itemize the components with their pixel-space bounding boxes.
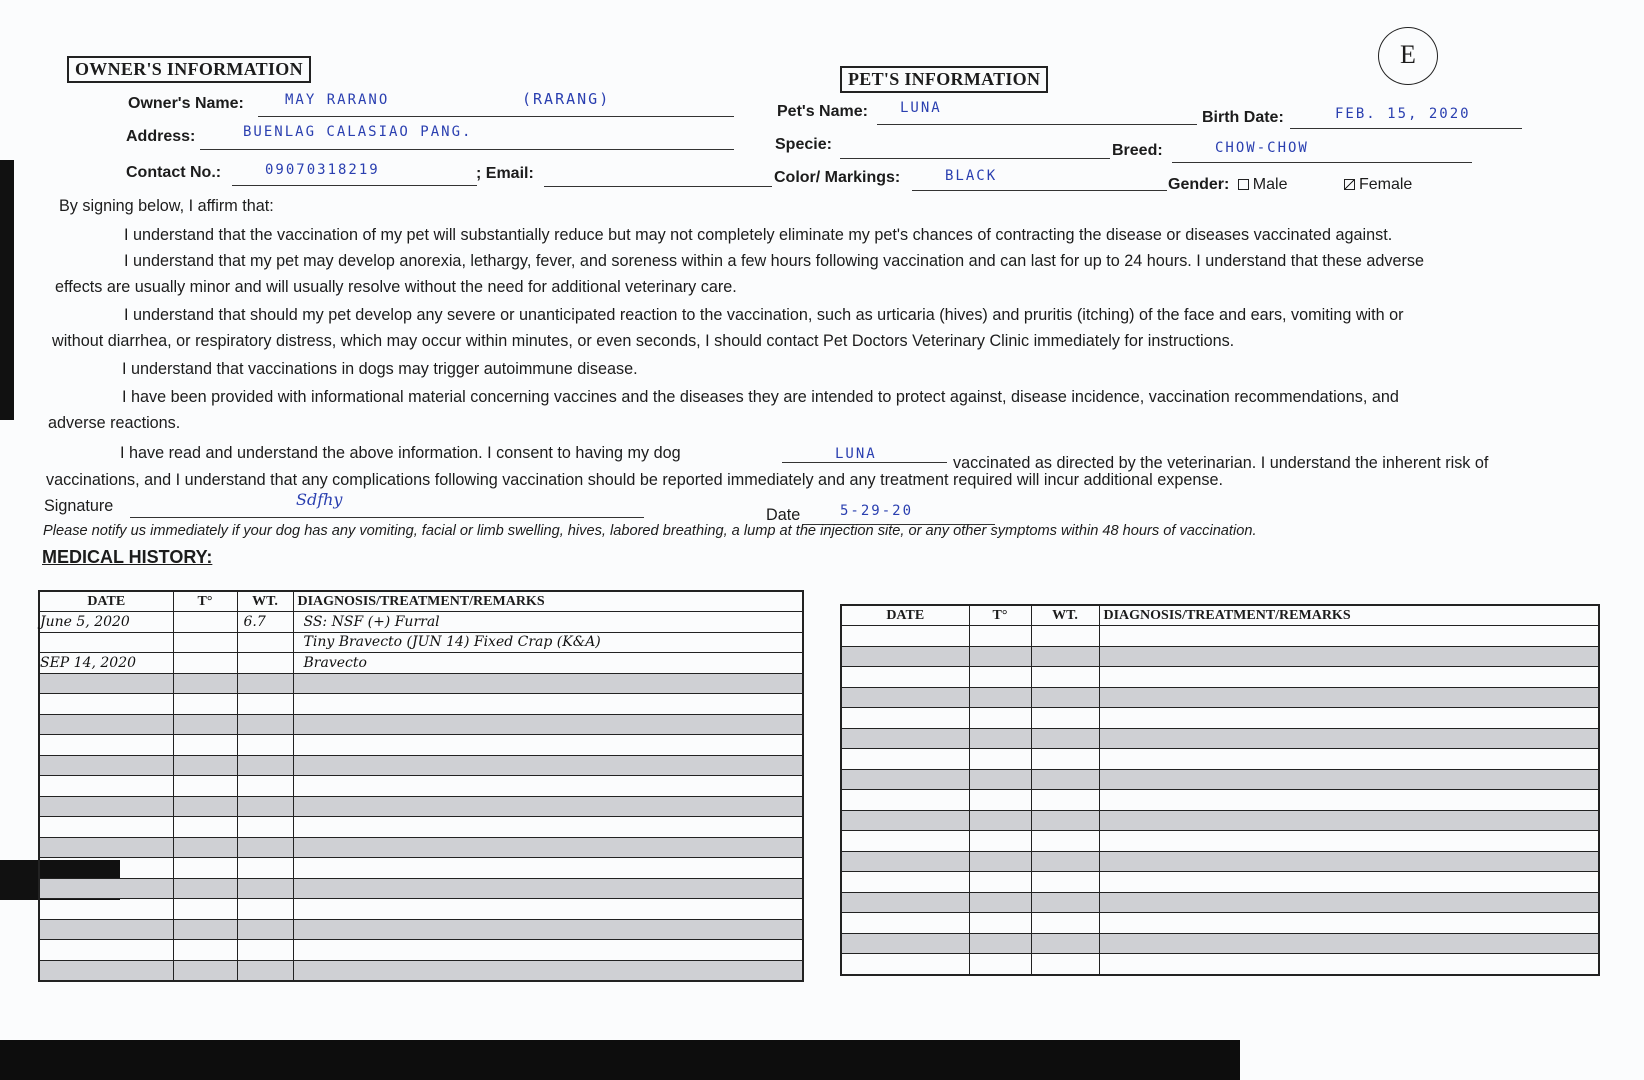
- cell-date[interactable]: [841, 626, 969, 647]
- owner-name-label: Owner's Name:: [128, 95, 244, 112]
- cell-date[interactable]: [841, 728, 969, 749]
- table-row: [39, 632, 803, 653]
- entry-remarks: SS: NSF (+) Furral: [303, 613, 440, 630]
- cell-remarks[interactable]: [1099, 646, 1599, 667]
- dog-name-line: [782, 462, 947, 463]
- paragraph-3b: without diarrhea, or respiratory distress, which may occur within minutes, or even seconds, I should contact Pet Doctors Veterinary Clinic immediately for instructions.: [52, 332, 1235, 350]
- header-date: DATE: [39, 591, 173, 612]
- cell-remarks[interactable]: [1099, 831, 1599, 852]
- header-wt: WT.: [237, 591, 293, 612]
- table-row: [841, 892, 1599, 913]
- female-label: Female: [1358, 176, 1413, 193]
- cell-temp[interactable]: [969, 687, 1031, 708]
- paragraph-6b: vaccinations, and I understand that any complications following vaccination should be reported immediately and any treatment required will incur additional expense.: [46, 471, 1223, 489]
- table-row: [841, 913, 1599, 934]
- birth-date-value: FEB. 15, 2020: [1335, 106, 1471, 122]
- paragraph-6a-pre: I have read and understand the above information. I consent to having my dog: [120, 444, 681, 462]
- scan-bottom-shadow: [0, 1040, 1240, 1080]
- cell-temp[interactable]: [969, 646, 1031, 667]
- cell-temp[interactable]: [173, 776, 237, 797]
- table-row: [841, 933, 1599, 954]
- address-value: BUENLAG CALASIAO PANG.: [243, 124, 473, 140]
- cell-wt[interactable]: [1031, 708, 1099, 729]
- cell-date[interactable]: [841, 646, 969, 667]
- cell-wt[interactable]: [237, 919, 293, 940]
- table-row: [841, 831, 1599, 852]
- table-row: [841, 954, 1599, 975]
- cell-remarks[interactable]: [1099, 913, 1599, 934]
- cell-temp[interactable]: [173, 714, 237, 735]
- cell-temp[interactable]: [173, 735, 237, 756]
- cell-date[interactable]: [841, 749, 969, 770]
- cell-date[interactable]: [841, 851, 969, 872]
- cell-wt[interactable]: [237, 755, 293, 776]
- medical-table-right: [840, 604, 1600, 976]
- cell-temp[interactable]: [969, 790, 1031, 811]
- entry-remarks: Bravecto: [303, 654, 367, 671]
- cell-date[interactable]: [39, 817, 173, 838]
- cell-wt[interactable]: [237, 858, 293, 879]
- cell-temp[interactable]: [969, 708, 1031, 729]
- signature-date-value: 5-29-20: [840, 503, 914, 519]
- cell-temp[interactable]: [173, 673, 237, 694]
- cell-wt[interactable]: [1031, 810, 1099, 831]
- scan-edge-shadow: [0, 160, 14, 420]
- table-row: [39, 673, 803, 694]
- table-row: [841, 769, 1599, 790]
- cell-wt[interactable]: [237, 817, 293, 838]
- cell-remarks[interactable]: [293, 776, 803, 797]
- gender-male-option[interactable]: [1238, 176, 1288, 193]
- paragraph-5b: adverse reactions.: [48, 414, 181, 432]
- table-row: [841, 626, 1599, 647]
- breed-line: [1172, 162, 1472, 163]
- cell-wt[interactable]: [237, 694, 293, 715]
- table-row: [841, 790, 1599, 811]
- cell-wt[interactable]: [1031, 954, 1099, 975]
- table-row: [39, 899, 803, 920]
- paragraph-5a: I have been provided with informational material concerning vaccines and the diseases they are intended to protect against, disease incidence, vaccination recommendations, and: [122, 388, 1399, 406]
- breed-label: Breed:: [1112, 142, 1163, 159]
- cell-wt[interactable]: [1031, 626, 1099, 647]
- signature-label: Signature: [44, 497, 114, 515]
- cell-date[interactable]: [841, 892, 969, 913]
- cell-remarks[interactable]: [293, 714, 803, 735]
- email-line: [544, 186, 772, 187]
- cell-wt[interactable]: [1031, 872, 1099, 893]
- color-value: BLACK: [945, 168, 998, 184]
- cell-wt[interactable]: [1031, 892, 1099, 913]
- cell-remarks[interactable]: [1099, 769, 1599, 790]
- cell-remarks[interactable]: [293, 755, 803, 776]
- cell-remarks[interactable]: [293, 878, 803, 899]
- cell-remarks[interactable]: [1099, 810, 1599, 831]
- cell-date[interactable]: [39, 632, 173, 653]
- table-row: [841, 708, 1599, 729]
- cell-remarks[interactable]: [1099, 749, 1599, 770]
- cell-temp[interactable]: [173, 653, 237, 674]
- owner-section-title: OWNER'S INFORMATION: [67, 56, 311, 83]
- contact-label: Contact No.:: [126, 164, 222, 181]
- specie-label: Specie:: [775, 136, 832, 153]
- cell-wt[interactable]: [1031, 851, 1099, 872]
- table-row: [39, 714, 803, 735]
- dog-name-value: LUNA: [835, 446, 877, 462]
- header-temp: T°: [173, 591, 237, 612]
- cell-date[interactable]: [39, 755, 173, 776]
- cell-date[interactable]: [39, 776, 173, 797]
- cell-remarks[interactable]: [293, 960, 803, 981]
- cell-date[interactable]: [841, 810, 969, 831]
- cell-wt[interactable]: [237, 940, 293, 961]
- corner-mark: E: [1378, 27, 1438, 85]
- table-row: [841, 687, 1599, 708]
- cell-temp[interactable]: [173, 796, 237, 817]
- cell-wt[interactable]: [237, 653, 293, 674]
- cell-wt[interactable]: [1031, 749, 1099, 770]
- entry-date: SEP 14, 2020: [40, 654, 137, 671]
- cell-temp[interactable]: [969, 728, 1031, 749]
- cell-date[interactable]: [39, 940, 173, 961]
- cell-date[interactable]: [841, 687, 969, 708]
- cell-remarks[interactable]: [1099, 872, 1599, 893]
- color-line: [912, 190, 1167, 191]
- cell-wt[interactable]: [237, 899, 293, 920]
- cell-date[interactable]: [841, 790, 969, 811]
- notice-text: Please notify us immediately if your dog has any vomiting, facial or limb swelling, hives, labored breathing, a lump at the injection site, or any other symptoms within 48 hours of vaccination.: [43, 523, 1257, 539]
- cell-remarks[interactable]: [1099, 790, 1599, 811]
- cell-wt[interactable]: [237, 714, 293, 735]
- cell-temp[interactable]: [173, 817, 237, 838]
- entry-remarks: Tiny Bravecto (JUN 14) Fixed Crap (K&A): [303, 634, 601, 651]
- cell-temp[interactable]: [969, 851, 1031, 872]
- cell-wt[interactable]: [237, 960, 293, 981]
- cell-wt[interactable]: [237, 837, 293, 858]
- paragraph-6a-post: vaccinated as directed by the veterinarian. I understand the inherent risk of: [953, 454, 1489, 472]
- paragraph-2a: I understand that my pet may develop anorexia, lethargy, fever, and soreness within a few hours following vaccination and can last for up to 24 hours. I understand that these adverse: [124, 252, 1424, 270]
- owner-name-value: MAY RARANO: [285, 92, 390, 108]
- table-row: [841, 728, 1599, 749]
- cell-date[interactable]: [39, 694, 173, 715]
- cell-temp[interactable]: [969, 913, 1031, 934]
- cell-remarks[interactable]: [1099, 728, 1599, 749]
- cell-temp[interactable]: [173, 612, 237, 633]
- cell-remarks[interactable]: [293, 796, 803, 817]
- male-checkbox[interactable]: [1238, 179, 1249, 190]
- table-row: [841, 749, 1599, 770]
- cell-temp[interactable]: [173, 694, 237, 715]
- cell-remarks[interactable]: [293, 632, 803, 653]
- cell-remarks[interactable]: [293, 899, 803, 920]
- table-row: [39, 612, 803, 633]
- breed-value: CHOW-CHOW: [1215, 140, 1309, 156]
- table-row: [39, 755, 803, 776]
- cell-temp[interactable]: [969, 626, 1031, 647]
- cell-temp[interactable]: [969, 769, 1031, 790]
- table-row: [39, 919, 803, 940]
- cell-remarks[interactable]: [1099, 708, 1599, 729]
- cell-date[interactable]: [39, 653, 173, 674]
- affirm-intro: By signing below, I affirm that:: [59, 197, 274, 215]
- cell-date[interactable]: [39, 735, 173, 756]
- table-row: [39, 878, 803, 899]
- gender-label: [1168, 176, 1412, 194]
- cell-remarks[interactable]: [1099, 933, 1599, 954]
- medical-table-left: [38, 590, 804, 982]
- table-row: [39, 776, 803, 797]
- cell-remarks[interactable]: [1099, 954, 1599, 975]
- cell-temp[interactable]: [173, 960, 237, 981]
- cell-wt[interactable]: [1031, 687, 1099, 708]
- medical-history-title: MEDICAL HISTORY:: [42, 547, 213, 567]
- address-label: Address:: [126, 128, 196, 145]
- pet-name-value: LUNA: [900, 100, 942, 116]
- cell-wt[interactable]: [1031, 646, 1099, 667]
- cell-temp[interactable]: [969, 933, 1031, 954]
- cell-wt[interactable]: [237, 735, 293, 756]
- cell-date[interactable]: [841, 708, 969, 729]
- cell-date[interactable]: [39, 796, 173, 817]
- cell-temp[interactable]: [969, 872, 1031, 893]
- cell-wt[interactable]: [237, 878, 293, 899]
- cell-wt[interactable]: [1031, 667, 1099, 688]
- cell-remarks[interactable]: [293, 837, 803, 858]
- table-row: [841, 872, 1599, 893]
- paragraph-2b: effects are usually minor and will usually resolve without the need for additional veterinary care.: [55, 278, 737, 296]
- cell-remarks[interactable]: [293, 653, 803, 674]
- cell-remarks[interactable]: [1099, 851, 1599, 872]
- cell-date[interactable]: [841, 933, 969, 954]
- paragraph-4: I understand that vaccinations in dogs may trigger autoimmune disease.: [122, 360, 638, 378]
- cell-date[interactable]: [39, 899, 173, 920]
- signature-date-label: Date: [766, 506, 801, 524]
- cell-remarks[interactable]: [293, 735, 803, 756]
- entry-date: June 5, 2020: [40, 613, 130, 630]
- paragraph-3a: I understand that should my pet develop any severe or unanticipated reaction to the vaccination, such as urticaria (hives) and pruritis (itching) of the face and ears, vomiting with or: [124, 306, 1404, 324]
- address-line: [200, 149, 734, 150]
- cell-temp[interactable]: [969, 749, 1031, 770]
- cell-wt[interactable]: [1031, 790, 1099, 811]
- contact-value: 09070318219: [265, 162, 380, 178]
- gender-label-text: Gender:: [1168, 176, 1230, 193]
- table-row: [841, 646, 1599, 667]
- cell-date[interactable]: [39, 837, 173, 858]
- cell-wt[interactable]: [237, 776, 293, 797]
- cell-temp[interactable]: [173, 899, 237, 920]
- table-row: [39, 960, 803, 981]
- table-row: [39, 796, 803, 817]
- female-checkbox[interactable]: [1344, 179, 1355, 190]
- cell-date[interactable]: [39, 858, 173, 879]
- cell-temp[interactable]: [969, 810, 1031, 831]
- cell-date[interactable]: [39, 960, 173, 981]
- table-row: [841, 667, 1599, 688]
- cell-temp[interactable]: [969, 831, 1031, 852]
- cell-temp[interactable]: [969, 667, 1031, 688]
- cell-date[interactable]: [841, 913, 969, 934]
- cell-remarks[interactable]: [1099, 687, 1599, 708]
- cell-temp[interactable]: [173, 878, 237, 899]
- cell-remarks[interactable]: [293, 919, 803, 940]
- cell-remarks[interactable]: [1099, 626, 1599, 647]
- cell-date[interactable]: [39, 673, 173, 694]
- cell-date[interactable]: [841, 831, 969, 852]
- table-row: [841, 810, 1599, 831]
- header-temp: T°: [969, 605, 1031, 626]
- cell-temp[interactable]: [173, 632, 237, 653]
- cell-wt[interactable]: [237, 632, 293, 653]
- cell-date[interactable]: [39, 714, 173, 735]
- male-label: Male: [1252, 176, 1288, 193]
- table-row: [39, 858, 803, 879]
- cell-temp[interactable]: [173, 837, 237, 858]
- table-row: [39, 653, 803, 674]
- header-remarks: DIAGNOSIS/TREATMENT/REMARKS: [293, 591, 803, 612]
- signature-line[interactable]: [130, 517, 644, 518]
- contact-line: [232, 185, 477, 186]
- pet-section-title: PET'S INFORMATION: [840, 66, 1048, 93]
- birth-date-label: Birth Date:: [1202, 109, 1284, 126]
- cell-remarks[interactable]: [293, 673, 803, 694]
- cell-wt[interactable]: [237, 673, 293, 694]
- cell-wt[interactable]: [1031, 728, 1099, 749]
- pet-name-line: [877, 124, 1197, 125]
- table-row: [841, 851, 1599, 872]
- color-label: Color/ Markings:: [774, 169, 901, 186]
- email-label: ; Email:: [476, 165, 534, 182]
- cell-temp[interactable]: [969, 892, 1031, 913]
- specie-line: [840, 158, 1110, 159]
- cell-wt[interactable]: [1031, 769, 1099, 790]
- table-row: [39, 694, 803, 715]
- signature-value: Sdfhy: [296, 490, 343, 509]
- table-row: [39, 735, 803, 756]
- cell-wt[interactable]: [237, 796, 293, 817]
- cell-temp[interactable]: [173, 858, 237, 879]
- table-row: [39, 940, 803, 961]
- owner-name-alt: (RARANG): [522, 90, 611, 108]
- cell-date[interactable]: [39, 612, 173, 633]
- cell-temp[interactable]: [173, 755, 237, 776]
- birth-date-line: [1290, 128, 1522, 129]
- cell-wt[interactable]: [1031, 933, 1099, 954]
- cell-remarks[interactable]: [1099, 892, 1599, 913]
- pet-name-label: Pet's Name:: [777, 103, 868, 120]
- cell-remarks[interactable]: [293, 940, 803, 961]
- cell-wt[interactable]: [1031, 831, 1099, 852]
- paragraph-1: I understand that the vaccination of my pet will substantially reduce but may not completely eliminate my pet's chances of contracting the disease or diseases vaccinated against.: [124, 226, 1393, 244]
- cell-temp[interactable]: [969, 954, 1031, 975]
- cell-remarks[interactable]: [293, 612, 803, 633]
- header-remarks: DIAGNOSIS/TREATMENT/REMARKS: [1099, 605, 1599, 626]
- cell-temp[interactable]: [173, 940, 237, 961]
- cell-date[interactable]: [841, 667, 969, 688]
- entry-wt: 6.7: [243, 613, 266, 630]
- cell-date[interactable]: [841, 954, 969, 975]
- cell-remarks[interactable]: [293, 817, 803, 838]
- cell-date[interactable]: [841, 872, 969, 893]
- header-wt: WT.: [1031, 605, 1099, 626]
- owner-name-line: [258, 116, 734, 117]
- table-row: [39, 837, 803, 858]
- cell-date[interactable]: [841, 769, 969, 790]
- cell-wt[interactable]: [237, 612, 293, 633]
- cell-remarks[interactable]: [293, 858, 803, 879]
- gender-female-option[interactable]: [1344, 176, 1412, 193]
- cell-wt[interactable]: [1031, 913, 1099, 934]
- cell-remarks[interactable]: [1099, 667, 1599, 688]
- table-row: [39, 817, 803, 838]
- header-date: DATE: [841, 605, 969, 626]
- cell-temp[interactable]: [173, 919, 237, 940]
- cell-date[interactable]: [39, 919, 173, 940]
- cell-remarks[interactable]: [293, 694, 803, 715]
- cell-date[interactable]: [39, 878, 173, 899]
